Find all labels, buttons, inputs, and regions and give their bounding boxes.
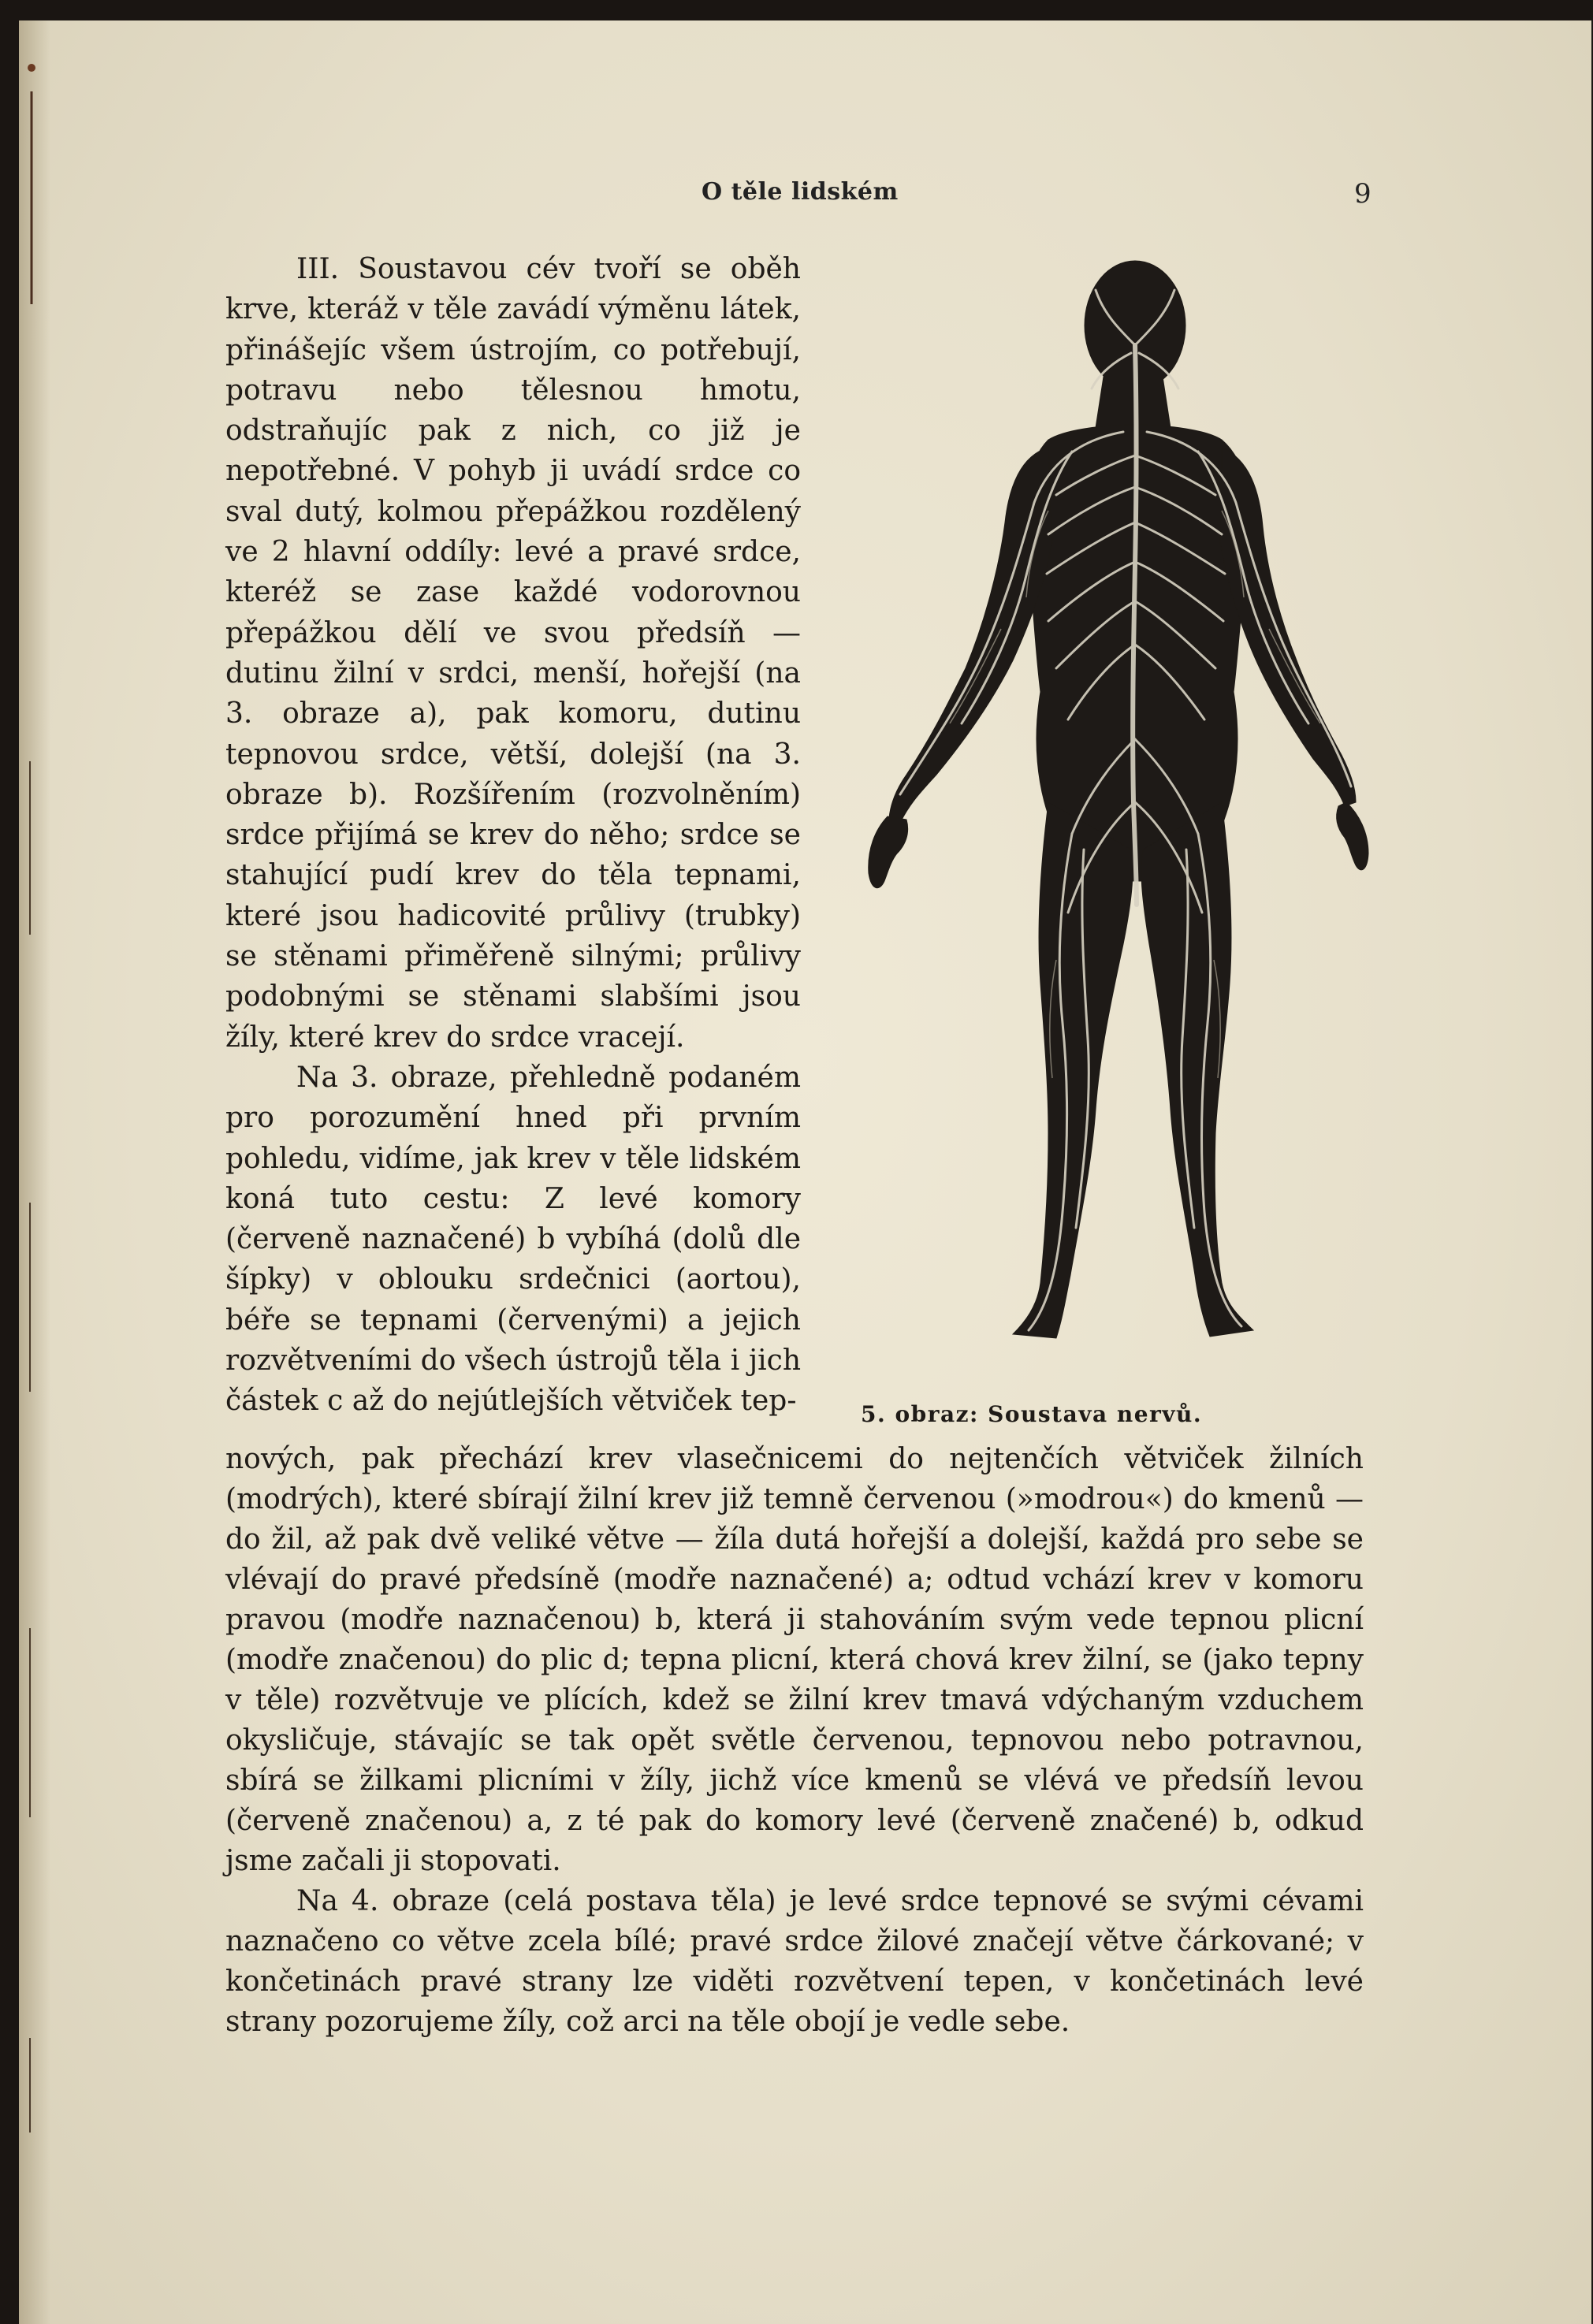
margin-marks <box>19 20 50 2324</box>
full-width-text <box>225 1439 1364 2042</box>
running-head: O těle lidském <box>702 178 899 206</box>
figure-nervous-system <box>812 251 1379 1350</box>
nervous-system-illustration <box>812 251 1379 1350</box>
paragraph-figure-3: Na 3. obraze, přehledně podaném pro porozumění hned při prvním pohledu, vidíme, jak krev v těle lidském koná tuto cestu: Z levé komory (červeně naznačené) b vybíhá (dolů dle šípky) v oblouku srdečnici (aortou), béře se tepnami (červenými) a jejich rozvětveními do všech ústrojů těla i jich částek c až do nejútlejších větviček tep- <box>225 1061 801 1418</box>
paragraph-venous-return: nových, pak přechází krev vlasečnicemi do nejtenčích větviček žilních (modrých), které sbírají žilní krev již temně červenou (»modrou«) do kmenů — do žil, až pak dvě veliké větve — žíla dutá hořejší a dolejší, každá pro sebe se vlévají do pravé předsíně (modře naznačené) a; odtud vchází krev v komoru pravou (modře naznačenou) b, která ji stahováním svým vede tepnou plicní (modře značenou) do plic d; tepna plicní, která chová krev žilní, se (jako tepny v těle) rozvětvuje ve plících, kdež se žilní krev tmavá vdýchaným vzduchem okysličuje, stávajíc se tak opět světle červenou, tepnovou nebo potravnou, sbírá se žilkami plicními v žíly, jichž více kmenů se vlévá ve předsíň levou (červeně značenou) a, z té pak do komory levé (červeně značené) b, odkud jsme začali ji stopovati. <box>225 1443 1364 1877</box>
paragraph-figure-4: Na 4. obraze (celá postava těla) je levé srdce tepnové se svými cévami naznačeno co větve zcela bílé; pravé srdce žilové značejí větve čárkované; v končetinách pravé strany lze viděti rozvětvení tepen, v končetinách levé strany pozorujeme žíly, což arci na těle obojí je vedle sebe. <box>225 1885 1364 2038</box>
page-number: 9 <box>1354 178 1372 210</box>
paragraph-circulatory-system: III. Soustavou cév tvoří se oběh krve, kteráž v těle zavádí výměnu látek, přinášejíc všem ústrojím, co potřebují, potravu nebo tělesnou hmotu, odstraňujíc pak z nich, co již je nepotřebné. V pohyb ji uvádí srdce co sval dutý, kolmou přepážkou rozdělený ve 2 hlavní oddíly: levé a pravé srdce, kteréž se zase každé vodorovnou přepážkou dělí ve svou předsíň — dutinu žilní v srdci, menší, hořejší (na 3. obraze a), pak komoru, dutinu tepnovou srdce, větší, dolejší (na 3. obraze b). Rozšířením (rozvolněním) srdce přijímá se krev do něho; srdce se stahující pudí krev do těla tepnami, které jsou hadicovité průlivy (trubky) se stěnami přiměřeně silnými; průlivy podobnými se stěnami slabšími jsou žíly, které krev do srdce vracejí. <box>225 253 801 1054</box>
figure-caption: 5. obraz: Soustava nervů. <box>861 1401 1203 1427</box>
page-header <box>0 178 1593 213</box>
column-text <box>225 249 801 1422</box>
